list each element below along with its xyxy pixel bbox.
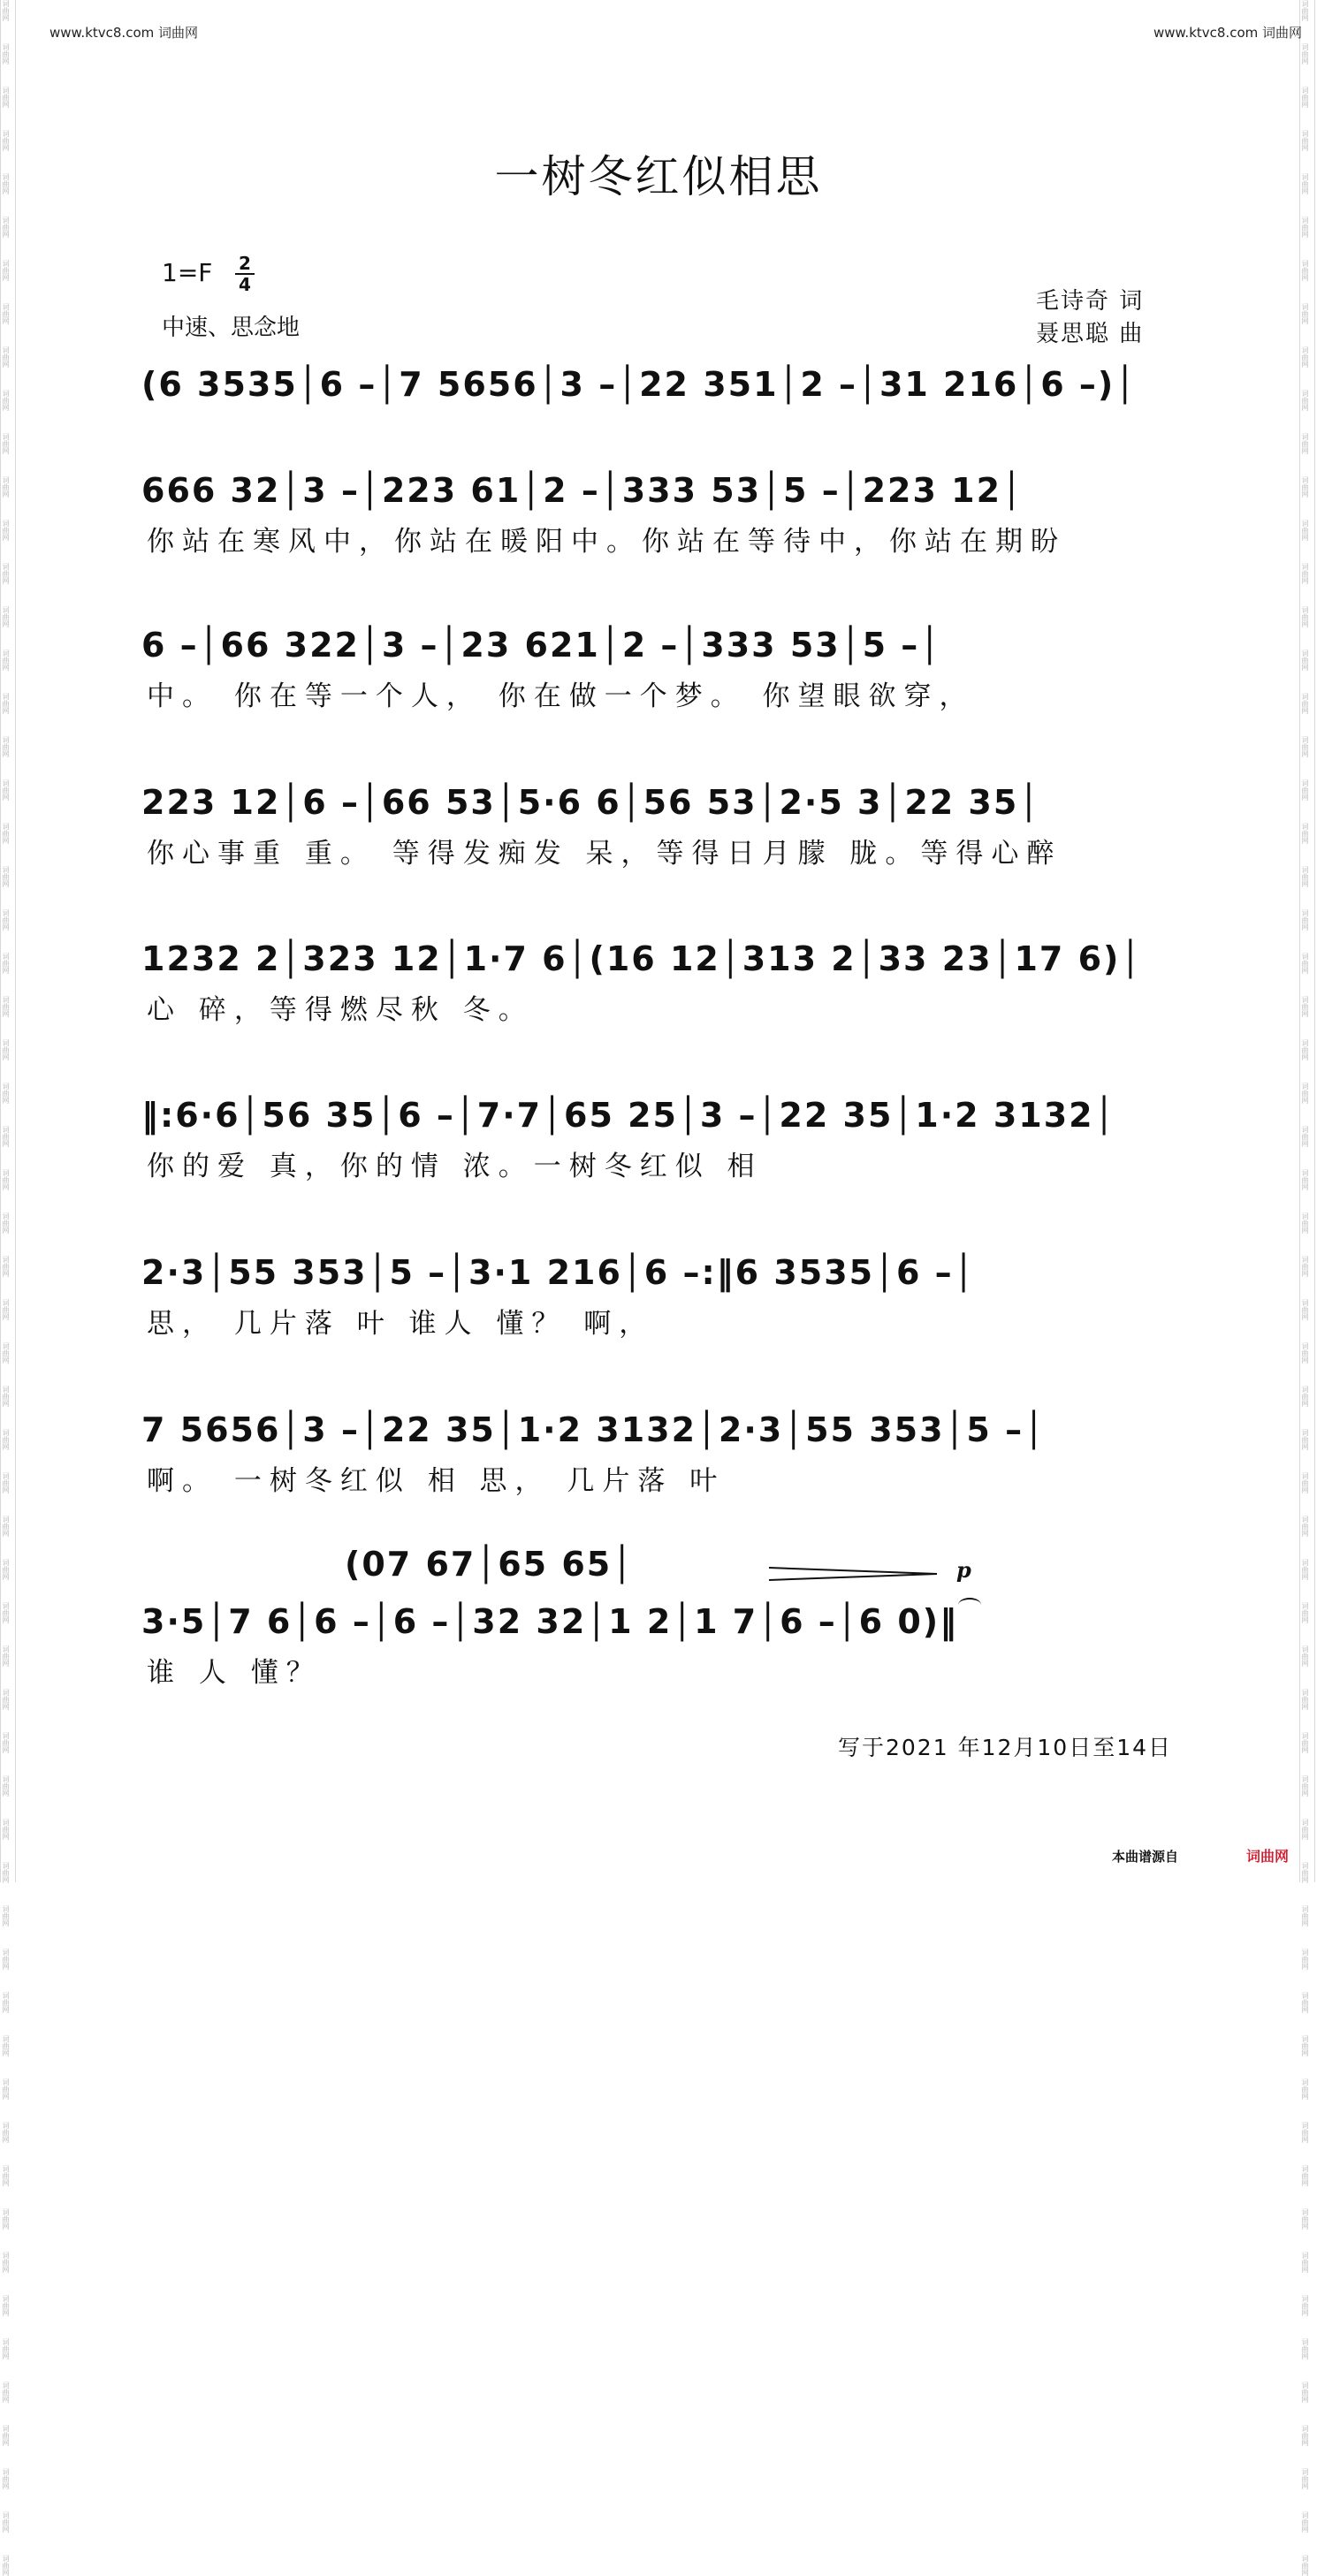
watermark-mark: 词曲网: [1301, 1992, 1309, 2013]
notation-line: 3·5│7 6│6 –│6 –│32 32│1 2│1 7│6 –│6 0)‖: [141, 1602, 959, 1641]
score-system-7: [141, 1246, 1167, 1340]
site-logo[interactable]: 词曲网: [1246, 1848, 1290, 1865]
notation-line: 2·3│55 353│5 –│3·1 216│6 –:‖6 3535│6 –│: [141, 1253, 976, 1292]
lyric-line: 你的爱 真，你的情 浓。一树冬红似 相: [147, 1151, 763, 1182]
watermark-mark: 词曲网: [1301, 1169, 1309, 1190]
watermark-mark: 词曲网: [1301, 346, 1309, 368]
watermark-mark: 词曲网: [2, 130, 10, 151]
score-system-1: [141, 358, 1167, 420]
watermark-mark: 词曲网: [2, 1689, 10, 1710]
watermark-mark: 词曲网: [2, 736, 10, 757]
lyric-line: 谁 人 懂？: [147, 1657, 322, 1689]
watermark-mark: 词曲网: [2, 0, 10, 21]
notation-line: 6 –│66 322│3 –│23 621│2 –│333 53│5 –│: [141, 626, 942, 665]
watermark-mark: 词曲网: [1301, 390, 1309, 411]
watermark-mark: 词曲网: [1301, 260, 1309, 281]
watermark-mark: 词曲网: [1301, 563, 1309, 584]
watermark-mark: 词曲网: [2, 2208, 10, 2230]
score-system-8: [141, 1403, 1167, 1497]
watermark-mark: 词曲网: [1301, 476, 1309, 498]
watermark-mark: 词曲网: [2, 476, 10, 498]
watermark-mark: 词曲网: [1301, 1819, 1309, 1840]
watermark-mark: 词曲网: [1301, 1342, 1309, 1364]
composer-credit: 聂思聪 曲: [1036, 321, 1145, 347]
header-site-right[interactable]: www.ktvc8.com 词曲网: [1153, 25, 1303, 41]
watermark-mark: 词曲网: [2, 650, 10, 671]
watermark-mark: 词曲网: [1301, 1949, 1309, 1970]
watermark-mark: 词曲网: [2, 953, 10, 974]
watermark-mark: 词曲网: [1301, 1212, 1309, 1234]
watermark-mark: 词曲网: [1301, 1429, 1309, 1450]
watermark-mark: 词曲网: [1301, 0, 1309, 21]
watermark-mark: 词曲网: [2, 1862, 10, 1883]
composition-date: 写于2021 年12月10日至14日: [838, 1735, 1173, 1760]
lyric-line: 中。 你在等一个人， 你在做一个梦。 你望眼欲穿，: [147, 680, 975, 712]
watermark-mark: 词曲网: [2, 1083, 10, 1104]
watermark-mark: 词曲网: [1301, 43, 1309, 65]
watermark-mark: 词曲网: [1301, 2208, 1309, 2230]
watermark-mark: 词曲网: [1301, 303, 1309, 324]
notation-line: (6 3535│6 –│7 5656│3 –│22 351│2 –│31 216│6 –)│: [141, 365, 1138, 404]
watermark-mark: 词曲网: [2, 693, 10, 714]
watermark-mark: 词曲网: [1301, 1256, 1309, 1277]
watermark-mark: 词曲网: [2, 2338, 10, 2359]
watermark-mark: 词曲网: [2, 1299, 10, 1320]
key-signature: 1=F: [162, 258, 213, 287]
right-watermark-strip: [1299, 0, 1315, 2576]
watermark-mark: 词曲网: [1301, 2035, 1309, 2056]
lyric-line: 思， 几片落 叶 谁人 懂？ 啊，: [147, 1308, 655, 1340]
notation-line: 7 5656│3 –│22 35│1·2 3132│2·3│55 353│5 –│: [141, 1410, 1046, 1449]
watermark-mark: 词曲网: [2, 1126, 10, 1147]
source-label: 本曲谱源自: [1112, 1849, 1179, 1865]
dynamic-piano: p: [956, 1557, 971, 1583]
left-watermark-strip: [0, 0, 16, 2576]
watermark-mark: 词曲网: [2, 2425, 10, 2446]
watermark-mark: 词曲网: [1301, 2295, 1309, 2316]
watermark-mark: 词曲网: [2, 2078, 10, 2100]
watermark-mark: 词曲网: [2, 1732, 10, 1753]
watermark-mark: 词曲网: [1301, 606, 1309, 627]
watermark-mark: 词曲网: [2, 1169, 10, 1190]
watermark-mark: 词曲网: [1301, 2252, 1309, 2273]
score-system-9: [141, 1595, 1167, 1689]
watermark-mark: 词曲网: [2, 2295, 10, 2316]
watermark-mark: 词曲网: [2, 1775, 10, 1797]
watermark-mark: 词曲网: [1301, 953, 1309, 974]
watermark-mark: 词曲网: [2, 779, 10, 801]
watermark-mark: 词曲网: [2, 2252, 10, 2273]
watermark-mark: 词曲网: [1301, 693, 1309, 714]
watermark-mark: 词曲网: [2, 2555, 10, 2576]
watermark-mark: 词曲网: [2, 303, 10, 324]
watermark-mark: 词曲网: [2, 1212, 10, 1234]
watermark-mark: 词曲网: [1301, 87, 1309, 108]
watermark-mark: 词曲网: [2, 433, 10, 454]
watermark-mark: 词曲网: [1301, 2078, 1309, 2100]
watermark-mark: 词曲网: [2, 2511, 10, 2533]
watermark-mark: 词曲网: [1301, 1083, 1309, 1104]
watermark-mark: 词曲网: [1301, 1472, 1309, 1493]
watermark-mark: 词曲网: [1301, 779, 1309, 801]
interlude-notation: (07 67│65 65│: [345, 1545, 635, 1584]
watermark-mark: 词曲网: [2, 1992, 10, 2013]
watermark-mark: 词曲网: [1301, 1516, 1309, 1537]
notation-line: 666 32│3 –│223 61│2 –│333 53│5 –│223 12│: [141, 471, 1024, 510]
watermark-mark: 词曲网: [1301, 650, 1309, 671]
watermark-mark: 词曲网: [1301, 2382, 1309, 2403]
watermark-mark: 词曲网: [2, 1516, 10, 1537]
watermark-mark: 词曲网: [1301, 2468, 1309, 2489]
lyric-line: 心 碎，等得燃尽秋 冬。: [147, 994, 534, 1026]
watermark-mark: 词曲网: [2, 2382, 10, 2403]
watermark-mark: 词曲网: [1301, 1862, 1309, 1883]
watermark-mark: 词曲网: [2, 390, 10, 411]
lyric-line: 啊。 一树冬红似 相 思， 几片落 叶: [147, 1465, 726, 1497]
watermark-mark: 词曲网: [1301, 866, 1309, 887]
score-system-6: [141, 1089, 1167, 1182]
watermark-mark: 词曲网: [1301, 2338, 1309, 2359]
score-system-3: [141, 619, 1167, 712]
notation-line: 1232 2│323 12│1·7 6│(16 12│313 2│33 23│17 6)│: [141, 939, 1143, 978]
watermark-mark: 词曲网: [1301, 2555, 1309, 2576]
tempo-marking: 中速、思念地: [162, 315, 301, 341]
watermark-mark: 词曲网: [2, 260, 10, 281]
watermark-mark: 词曲网: [2, 1039, 10, 1060]
watermark-mark: 词曲网: [1301, 1732, 1309, 1753]
notation-line: 223 12│6 –│66 53│5·6 6│56 53│2·5 3│22 35│: [141, 783, 1041, 822]
watermark-mark: 词曲网: [2, 1819, 10, 1840]
watermark-mark: 词曲网: [2, 1905, 10, 1926]
score-system-4: [141, 776, 1167, 870]
watermark-mark: 词曲网: [2, 217, 10, 238]
meter-bottom: 4: [239, 274, 251, 295]
score-system-2: [141, 464, 1167, 558]
watermark-mark: 词曲网: [2, 2035, 10, 2056]
watermark-mark: 词曲网: [1301, 823, 1309, 844]
watermark-mark: 词曲网: [2, 1559, 10, 1580]
lyric-line: 你站在寒风中，你站在暖阳中。你站在等待中，你站在期盼: [147, 526, 1066, 558]
watermark-mark: 词曲网: [1301, 1602, 1309, 1623]
watermark-mark: 词曲网: [1301, 736, 1309, 757]
watermark-mark: 词曲网: [2, 909, 10, 931]
lyric-line: 你心事重 重。 等得发痴发 呆，等得日月朦 胧。等得心醉: [147, 838, 1062, 870]
watermark-mark: 词曲网: [1301, 1299, 1309, 1320]
watermark-mark: 词曲网: [1301, 1645, 1309, 1667]
watermark-mark: 词曲网: [1301, 1386, 1309, 1407]
watermark-mark: 词曲网: [2, 1949, 10, 1970]
watermark-mark: 词曲网: [2, 2122, 10, 2143]
watermark-mark: 词曲网: [2, 1472, 10, 1493]
watermark-mark: 词曲网: [1301, 2165, 1309, 2186]
watermark-mark: 词曲网: [1301, 2122, 1309, 2143]
watermark-mark: 词曲网: [2, 346, 10, 368]
watermark-mark: 词曲网: [1301, 996, 1309, 1017]
header-site-left[interactable]: www.ktvc8.com 词曲网: [49, 25, 199, 41]
watermark-mark: 词曲网: [1301, 1905, 1309, 1926]
watermark-mark: 词曲网: [2, 1386, 10, 1407]
time-signature: [235, 254, 255, 294]
watermark-mark: 词曲网: [2, 87, 10, 108]
watermark-mark: 词曲网: [2, 2165, 10, 2186]
watermark-mark: 词曲网: [1301, 1775, 1309, 1797]
lyricist-credit: 毛诗奇 词: [1036, 288, 1145, 315]
watermark-mark: 词曲网: [2, 520, 10, 541]
watermark-mark: 词曲网: [2, 1645, 10, 1667]
decrescendo-hairpin: [769, 1566, 937, 1582]
watermark-mark: 词曲网: [1301, 1039, 1309, 1060]
watermark-mark: 词曲网: [2, 563, 10, 584]
watermark-mark: 词曲网: [2, 2468, 10, 2489]
watermark-mark: 词曲网: [2, 173, 10, 194]
watermark-mark: 词曲网: [2, 606, 10, 627]
watermark-mark: 词曲网: [1301, 217, 1309, 238]
watermark-mark: 词曲网: [1301, 130, 1309, 151]
watermark-mark: 词曲网: [2, 866, 10, 887]
watermark-mark: 词曲网: [1301, 2425, 1309, 2446]
watermark-mark: 词曲网: [1301, 909, 1309, 931]
watermark-mark: 词曲网: [1301, 1126, 1309, 1147]
watermark-mark: 词曲网: [2, 823, 10, 844]
meter-top: 2: [239, 253, 251, 274]
watermark-mark: 词曲网: [1301, 1559, 1309, 1580]
watermark-mark: 词曲网: [2, 996, 10, 1017]
watermark-mark: 词曲网: [1301, 2511, 1309, 2533]
watermark-mark: 词曲网: [1301, 433, 1309, 454]
watermark-mark: 词曲网: [2, 1602, 10, 1623]
notation-line: ‖:6·6│56 35│6 –│7·7│65 25│3 –│22 35│1·2 3132│: [141, 1096, 1116, 1135]
watermark-mark: 词曲网: [1301, 1689, 1309, 1710]
song-title: 一树冬红似相思: [494, 151, 823, 202]
watermark-mark: 词曲网: [2, 43, 10, 65]
watermark-mark: 词曲网: [2, 1429, 10, 1450]
watermark-mark: 词曲网: [1301, 173, 1309, 194]
watermark-mark: 词曲网: [1301, 520, 1309, 541]
score-system-5: [141, 932, 1167, 1026]
watermark-mark: 词曲网: [2, 1342, 10, 1364]
watermark-mark: 词曲网: [2, 1256, 10, 1277]
